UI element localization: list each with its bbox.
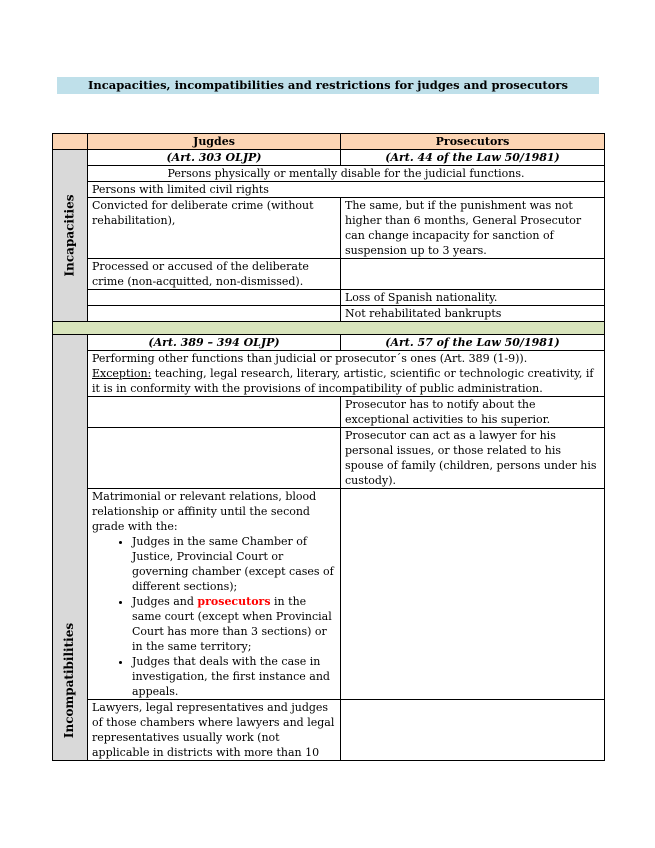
row-physical: Persons physically or mentally disable for the judicial functions. — [88, 166, 605, 182]
exception-label: Exception: — [92, 367, 152, 380]
row-nationality-prosecutors: Loss of Spanish nationality. — [341, 290, 605, 306]
row-functions-cell — [88, 351, 605, 397]
section-separator — [53, 322, 605, 335]
art-judges-incompatibilities: (Art. 389 – 394 OLJP) — [88, 335, 341, 351]
row-civil: Persons with limited civil rights — [88, 182, 605, 198]
header-judges: Jugdes — [88, 134, 341, 150]
section-separator-row — [53, 322, 605, 335]
row-functions: Performing other functions than judicial or prosecutor´s ones (Art. 389 (1-9)). — [92, 352, 528, 365]
art-prosecutors-incapacities: (Art. 44 of the Law 50/1981) — [341, 150, 605, 166]
table-row — [53, 150, 605, 166]
row-notify-prosecutors: Prosecutor has to notify about the exceptional activities to his superior. — [341, 397, 605, 428]
table-row — [53, 335, 605, 351]
row-bankrupts-prosecutors: Not rehabilitated bankrupts — [341, 306, 605, 322]
row-nationality-judges-empty — [88, 290, 341, 306]
list-item: • Judges in the same Chamber of Justice, Provincial Court or governing chamber (except cases of different sections); — [132, 534, 336, 594]
table-row — [53, 489, 605, 700]
table-row — [53, 259, 605, 290]
list-item: • Judges and prosecutors in the same court (except when Provincial Court has more than 3 sections) or in the same territory; — [132, 594, 336, 654]
row-convicted-judges: Convicted for deliberate crime (without rehabilitation), — [88, 198, 341, 259]
list-item: • Judges that deals with the case in investigation, the first instance and appeals. — [132, 654, 336, 699]
art-judges-incapacities: (Art. 303 OLJP) — [88, 150, 341, 166]
table-row — [53, 351, 605, 397]
restrictions-table — [52, 133, 605, 761]
row-bankrupts-judges-empty — [88, 306, 341, 322]
header-prosecutors: Prosecutors — [341, 134, 605, 150]
table-row — [53, 306, 605, 322]
table-row — [53, 700, 605, 761]
header-corner-cell — [53, 134, 88, 150]
incapacities-side-cell — [53, 150, 88, 322]
table-row — [53, 198, 605, 259]
table-header-row — [53, 134, 605, 150]
incompatibilities-label: Incompatibilities — [62, 622, 77, 738]
row-processed-prosecutors-empty — [341, 259, 605, 290]
prosecutors-highlight: prosecutors — [197, 595, 271, 608]
incapacities-label: Incapacities — [62, 194, 77, 277]
incompatibilities-side-cell — [53, 335, 88, 761]
table-row — [53, 166, 605, 182]
table-row — [53, 290, 605, 306]
matrimonial-list — [92, 534, 336, 699]
row-matrimonial-cell — [88, 489, 341, 700]
table-row — [53, 428, 605, 489]
art-prosecutors-incompatibilities: (Art. 57 of the Law 50/1981) — [341, 335, 605, 351]
table-row — [53, 182, 605, 198]
row-matrimonial-prosecutors-empty — [341, 489, 605, 700]
exception-text: teaching, legal research, literary, artistic, scientific or technologic creativity, if it is in conformity with the provisions of incompatibility of public administration. — [92, 367, 594, 395]
row-lawyer-prosecutors: Prosecutor can act as a lawyer for his personal issues, or those related to his spouse of family (children, persons under his custody). — [341, 428, 605, 489]
row-lawyer-judges-empty — [88, 428, 341, 489]
table-row — [53, 397, 605, 428]
matrimonial-intro: Matrimonial or relevant relations, blood relationship or affinity until the second grade with the: — [92, 490, 317, 533]
row-lawyers-judges: Lawyers, legal representatives and judges of those chambers where lawyers and legal representatives usually work (not applicable in districts with more than 10 — [88, 700, 341, 761]
row-convicted-prosecutors: The same, but if the punishment was not higher than 6 months, General Prosecutor can change incapacity for sanction of suspension up to 3 years. — [341, 198, 605, 259]
row-lawyers-prosecutors-empty — [341, 700, 605, 761]
page-title: Incapacities, incompatibilities and restrictions for judges and prosecutors — [57, 77, 599, 94]
row-processed-judges: Processed or accused of the deliberate crime (non-acquitted, non-dismissed). — [88, 259, 341, 290]
row-notify-judges-empty — [88, 397, 341, 428]
